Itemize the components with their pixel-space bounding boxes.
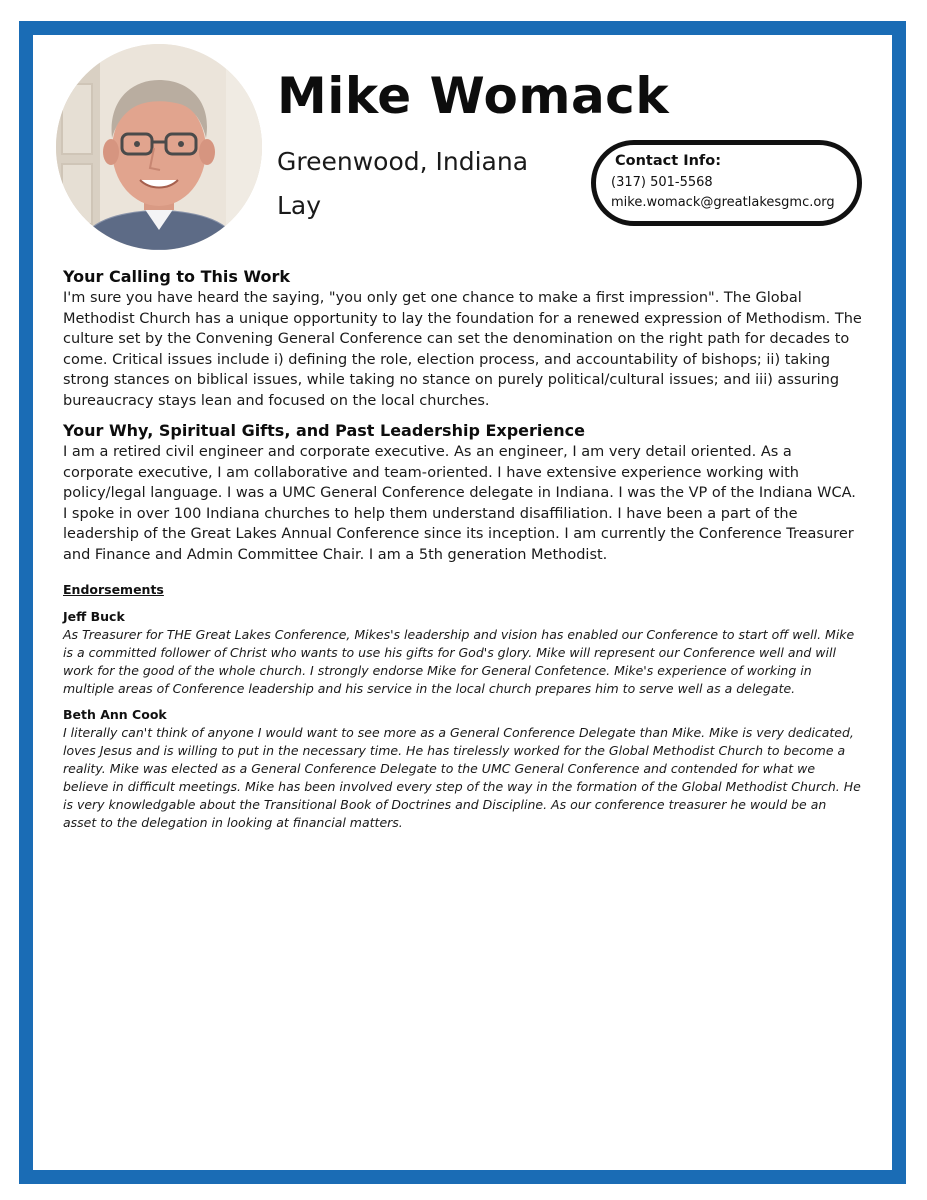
candidate-name: Mike Womack (277, 67, 670, 125)
endorsement-text: As Treasurer for THE Great Lakes Conference, Mikes's leadership and vision has enabled our Conference to start off well. Mike is a committed follower of Christ who wants to use his gifts for God's glory. Mike will represent our Conference well and will work for the good of the whole church. I strongly endorse Mike for General Confetence. Mike's experience of working in multiple areas of Conference leadership and his service in the local church prepares him to serve well as a delegate. (63, 627, 855, 696)
endorsement-text: I literally can't think of anyone I would want to see more as a General Conference Delegate than Mike. Mike is very dedicated, loves Jesus and is willing to put in the necessary time. He has tirelessly worked for the Global Methodist Church to become a reality. Mike was elected as a General Conference Delegate to the UMC General Conference and contended for what we believe in difficult meetings. Mike has been involved every step of the way in the formation of the Global Methodist Church. He is very knowledgable about the Transitional Book of Doctrines and Discipline. As our conference treasurer he would be an asset to the delegation in looking at financial matters. (63, 725, 861, 830)
calling-body: I'm sure you have heard the saying, "you only get one chance to make a first impression". The Global Methodist Church has a unique opportunity to lay the foundation for a renewed expression of Methodism. The culture set by the Convening General Conference can set the denomination on the right path for decades to come. Critical issues include i) defining the role, election process, and accountability of bishops; ii) taking strong stances on biblical issues, while taking no stance on purely political/cultural issues; and iii) assuring bureaucracy stays lean and focused on the local churches. (63, 290, 862, 409)
profile-photo-illustration (56, 44, 262, 250)
candidate-role: Lay (277, 191, 322, 220)
candidate-location: Greenwood, Indiana (277, 147, 529, 176)
contact-info-title: Contact Info: (615, 153, 722, 169)
why-body: I am a retired civil engineer and corporate executive. As an engineer, I am very detail oriented. As a corporate executive, I am collaborative and team-oriented. I have extensive experience working with policy/legal language. I was a UMC General Conference delegate in Indiana. I was the VP of the Indiana WCA. I spoke in over 100 Indiana churches to help them understand disaffiliation. I have been a part of the leadership of the Great Lakes Annual Conference since its inception. I am currently the Conference Treasurer and Finance and Admin Committee Chair. I am a 5th generation Methodist. (63, 444, 856, 563)
calling-heading: Your Calling to This Work (63, 267, 291, 286)
endorser-name: Jeff Buck (63, 609, 125, 624)
endorser-name: Beth Ann Cook (63, 707, 167, 722)
contact-info-box (591, 140, 862, 226)
contact-email: mike.womack@greatlakesgmc.org (611, 195, 835, 210)
contact-phone: (317) 501-5568 (611, 175, 713, 190)
profile-photo (56, 44, 262, 250)
profile-content (63, 266, 863, 832)
endorsements-heading: Endorsements (63, 582, 164, 597)
why-heading: Your Why, Spiritual Gifts, and Past Leadership Experience (63, 421, 585, 440)
